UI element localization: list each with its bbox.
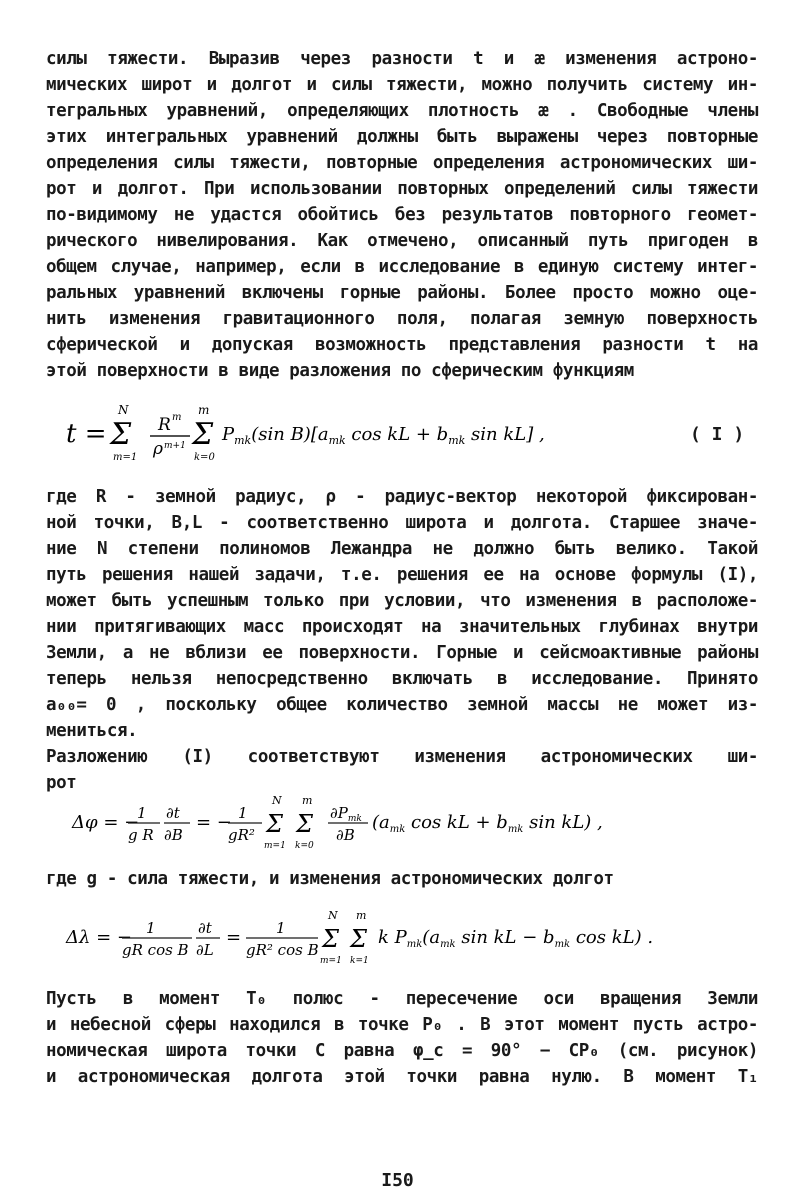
svg-text:N: N <box>272 794 282 807</box>
svg-text:gR²: gR² <box>228 826 255 844</box>
svg-text:k=0: k=0 <box>295 841 314 851</box>
svg-text:gR cos B: gR cos B <box>122 941 189 959</box>
svg-text:1: 1 <box>146 919 156 937</box>
formula-1-lhs: t = <box>66 419 107 449</box>
svg-text:m+1: m+1 <box>164 441 186 451</box>
svg-text:m=1: m=1 <box>320 956 342 966</box>
text-line: нить изменения гравитационного поля, полагая земную поверхность <box>46 309 758 329</box>
formula-1 <box>0 398 795 468</box>
page-number: I50 <box>381 1170 414 1191</box>
formula-1-frac-num: R <box>158 415 171 435</box>
svg-text:∂B: ∂B <box>336 826 355 844</box>
svg-text:Σ: Σ <box>296 810 313 838</box>
text-line: Пусть в момент T₀ полюс - пересечение оси вращения Земли <box>46 989 758 1009</box>
text-line: теперь нельзя непосредственно включать в исследование. Принято <box>46 669 758 689</box>
svg-text:∂t: ∂t <box>166 804 180 822</box>
svg-text:∂B: ∂B <box>164 826 183 844</box>
text-line: путь решения нашей задачи, т.е. решения ее на основе формулы (I), <box>46 565 758 585</box>
svg-text:k=1: k=1 <box>350 956 369 966</box>
text-line: силы тяжести. Выразив через разности t и æ изменения астроно- <box>46 49 758 69</box>
text-line: тегральных уравнений, определяющих плотность æ . Свободные члены <box>46 101 758 121</box>
svg-text:gR² cos B: gR² cos B <box>246 941 319 959</box>
text-line: номическая широта точки C равна φ_c = 90° − CP₀ (см. рисунок) <box>46 1041 758 1061</box>
text-line: рот <box>46 773 77 793</box>
svg-text:=: = <box>226 927 242 948</box>
formula-1-sum2-bottom: k=0 <box>194 452 215 463</box>
text-line: a₀₀= 0 , поскольку общее количество земной массы не может из- <box>46 695 758 715</box>
formula-1-svg <box>0 398 795 468</box>
svg-text:k Pmk(amk sin kL − bmk cos kL): k $P_{mk}(a_{mk}$ sin kL − $b_{mk}$ cos kL) . <box>378 927 654 950</box>
text-line: Земли, а не вблизи ее поверхности. Горные и сейсмоактивные районы <box>46 643 758 663</box>
text-line: рот и долгот. При использовании повторных определений силы тяжести <box>46 179 758 199</box>
svg-text:1: 1 <box>238 804 248 822</box>
svg-text:Δφ = −: Δφ = − <box>72 812 140 833</box>
text-line: ние N степени полиномов Лежандра не должно быть велико. Такой <box>46 539 758 559</box>
text-line: нии притягивающих масс происходят на значительных глубинах внутри <box>46 617 758 637</box>
svg-text:∂t: ∂t <box>198 919 212 937</box>
formula-1-sum1: Σ <box>110 417 132 452</box>
formula-1-sum2-top: m <box>198 403 210 417</box>
text-line: по-видимому не удастся обойтись без результатов повторного геомет- <box>46 205 758 225</box>
svg-text:Σ: Σ <box>266 810 283 838</box>
text-line: ной точки, B,L - соответственно широта и долгота. Старшее значе- <box>46 513 758 533</box>
formula-2 <box>0 790 795 854</box>
text-line: может быть успешным только при условии, что изменения в расположе- <box>46 591 758 611</box>
svg-text:N: N <box>328 909 338 922</box>
text-line: и небесной сферы находился в точке P₀ . В этот момент пусть астро- <box>46 1015 758 1035</box>
text-line: где g - сила тяжести, и изменения астрономических долгот <box>46 869 614 889</box>
svg-text:Σ: Σ <box>350 925 367 953</box>
svg-text:g R: g R <box>128 826 154 844</box>
svg-text:= −: = − <box>196 812 232 833</box>
text-line: определения силы тяжести, повторные определения астрономических ши- <box>46 153 758 173</box>
text-line: где R - земной радиус, ρ - радиус-вектор некоторой фиксирован- <box>46 487 758 507</box>
svg-text:∂Pmk: $\partial P_{mk}$ <box>330 804 362 824</box>
text-line: общем случае, например, если в исследование в единую систему интег- <box>46 257 758 277</box>
text-line: мениться. <box>46 721 138 741</box>
formula-1-sum1-top: N <box>118 403 129 417</box>
svg-text:m: m <box>302 794 313 807</box>
text-line: этих интегральных уравнений должны быть выражены через повторные <box>46 127 758 147</box>
formula-2-svg <box>0 790 795 854</box>
text-line: мических широт и долгот и силы тяжести, можно получить систему ин- <box>46 75 758 95</box>
svg-text:Σ: Σ <box>322 925 339 953</box>
text-line: ральных уравнений включены горные районы. Более просто можно оце- <box>46 283 758 303</box>
formula-1-sum2: Σ <box>192 417 214 452</box>
formula-1-frac-den: ρ <box>153 439 163 459</box>
text-line: этой поверхности в виде разложения по сферическим функциям <box>46 361 634 381</box>
formula-3 <box>0 905 795 969</box>
svg-text:m: m <box>356 909 367 922</box>
svg-text:(amk cos kL + bmk sin kL) ,: ($a_{mk}$ cos kL + $b_{mk}$ sin kL) , <box>372 812 603 835</box>
formula-1-body: $P_{mk}(\sin$ $B)[a_{mk}$ cos kL + $b_{mk}$ sin kL] , <box>222 424 545 447</box>
formula-3-svg <box>0 905 795 969</box>
svg-text:∂L: ∂L <box>196 941 214 959</box>
svg-text:Δλ = −: Δλ = − <box>66 927 133 948</box>
formula-1-sum1-bottom: m=1 <box>113 452 138 463</box>
text-line: сферической и допуская возможность представления разности t на <box>46 335 758 355</box>
svg-text:1: 1 <box>276 919 286 937</box>
formula-1-number: ( I ) <box>690 424 745 445</box>
svg-text:1: 1 <box>137 804 147 822</box>
svg-text:m: m <box>172 412 182 423</box>
text-line: и астрономическая долгота этой точки равна нулю. В момент T₁ <box>46 1067 758 1087</box>
svg-text:m=1: m=1 <box>264 841 286 851</box>
text-line: рического нивелирования. Как отмечено, описанный путь пригоден в <box>46 231 758 251</box>
text-line: Разложению (I) соответствуют изменения астрономических ши- <box>46 747 758 767</box>
